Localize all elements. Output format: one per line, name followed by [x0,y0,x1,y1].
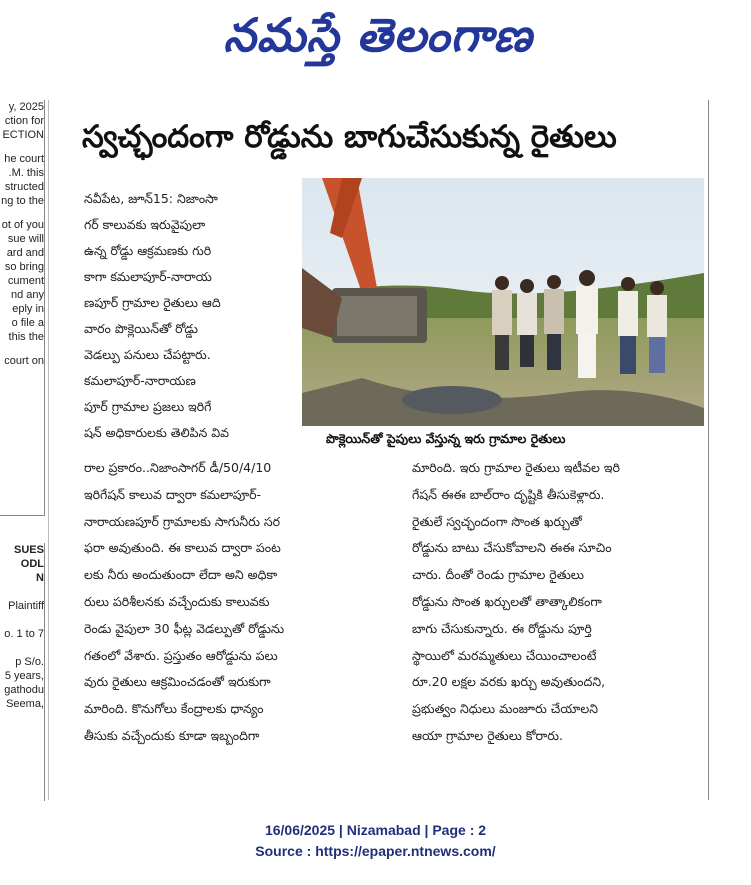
article-photo [302,178,704,426]
article-text-line: రైతులే స్వచ్ఛందంగా సొంత ఖర్చుతో [412,513,582,529]
newspaper-masthead: నమస్తే తెలంగాణ [223,8,533,62]
adjacent-article-line: .M. this [8,167,44,179]
article-text-line: రులు పరిశీలనకు వచ్చేందుకు కాలువకు [84,593,270,609]
article-text-line: మారింది. ఇరు గ్రామాల రైతులు ఇటీవల ఇరి [412,460,620,475]
column-divider-left [48,100,49,800]
adjacent-article-clip-bottom [0,543,45,801]
article-text-line: గతంలో వేశారు. ప్రస్తుతం ఆరోడ్డును పలు [84,647,278,663]
article-text-line: ణపూర్ గ్రామాల రైతులు ఆది [84,295,221,310]
article-text-line: లకు నీరు అందుతుందా లేదా అని అధికా [84,567,278,583]
article-text-line: పూర్ గ్రామాల ప్రజలు ఇరిగే [84,399,212,414]
article-text-line: ఇరిగేషన్ కాలువ ద్వారా కమలాపూర్- [84,486,262,502]
article-text-line: ఆయా గ్రామాల రైతులు కోరారు. [412,727,563,743]
footer-source-link[interactable]: Source : https://epaper.ntnews.com/ [255,843,496,859]
article-text-line: షన్ అధికారులకు తెలిపిన వివ [84,425,230,440]
article-text-line: రాల ప్రకారం..నిజాంసాగర్ డీ/50/4/10 [84,460,272,475]
adjacent-article-line: sue will [7,233,44,245]
article-text-line: వురు రైతులు ఆక్రమించడంతో ఇరుకుగా [84,674,271,690]
article-text-line: గేషన్ ఈఈ బాల్‌రాం దృష్టికి తీసుకెళ్లారు. [412,486,605,502]
article-text-line: ప్రభుత్వం నిధులు మంజూరు చేయాలని [412,701,599,717]
adjacent-article-line: 5 years, [4,670,44,682]
article-text-line: రోడ్డును సొంత ఖర్చులతో తాత్కాలికంగా [412,593,602,609]
adjacent-article-line: ECTION [2,129,44,141]
adjacent-article-line: eply in [12,303,44,315]
adjacent-article-line [0,641,44,655]
article-text-line: కాగా కమలాపూర్-నారాయ [84,269,212,284]
pipe [402,386,502,414]
adjacent-article-line: structed [4,181,44,193]
adjacent-article-line: o. 1 to 7 [4,628,44,640]
article-text-line: వారం పొక్లెయిన్‌తో రోడ్డు [84,321,198,336]
adjacent-article-line [0,142,44,152]
article-text-line: కమలాపూర్-నారాయణ [84,373,196,388]
article-text-line: గర్ కాలువకు ఇరువైపులా [84,217,206,232]
adjacent-article-line: so bring [4,261,44,273]
adjacent-article-line [0,585,44,599]
adjacent-article-line: Seema, [6,698,44,710]
adjacent-article-line: ODL [20,558,44,570]
adjacent-article-line: y, 2025 [8,101,44,113]
adjacent-article-line: ard and [6,247,44,259]
article-text-line: రోడ్డును బాటు చేసుకోవాలని ఈఈ సూచిం [412,540,612,556]
adjacent-article-line: SUES [14,544,44,556]
adjacent-article-line: court on [4,355,44,367]
article-text-line: మారింది. కొనుగోలు కేంద్రాలకు ధాన్యం [84,701,264,717]
adjacent-article-line [0,613,44,627]
article-text-line: రూ.20 లక్షల వరకు ఖర్చు అవుతుందని, [412,674,606,690]
adjacent-article-line: Plaintiff [8,600,44,612]
page-footer [0,820,751,862]
adjacent-article-line: cument [7,275,44,287]
article-column-wide [84,455,411,750]
article-text-line: నవీపేట, జూన్15: నిజాంసా [84,191,218,206]
adjacent-article-line [0,208,44,218]
adjacent-article-line: N [36,572,44,584]
adjacent-article-line: ot of you [1,219,44,231]
article-text-line: ఉన్న రోడ్డు ఆక్రమణకు గురి [84,243,212,258]
adjacent-article-line: gathodu [4,684,44,696]
photo-caption: పొక్లెయిన్‌తో పైపులు వేస్తున్న ఇరు గ్రామాల రైతులు [326,431,566,446]
article-column-left [84,186,299,446]
adjacent-article-line: o file a [11,317,44,329]
adjacent-article-line: nd any [10,289,44,301]
article-text-line: వెడల్పు పనులు చేపట్టారు. [84,347,211,362]
adjacent-article-clip-top [0,100,45,516]
adjacent-article-line: ction for [4,115,44,127]
article-text-line: ఫరా అవుతుంది. ఈ కాలువ ద్వారా పంట [84,540,281,556]
article-text-line: చారు. దీంతో రెండు గ్రామాల రైతులు [412,567,584,583]
column-divider-right [708,100,709,800]
article-text-line: నారాయణపూర్ గ్రామాలకు సాగునీరు సర [84,513,281,529]
article-text-line: బాగు చేసుకున్నారు. ఈ రోడ్డును పూర్తి [412,620,592,636]
article-text-line: తీసుకు వచ్చేందుకు కూడా ఇబ్బందిగా [84,727,260,743]
adjacent-article-line [0,344,44,354]
adjacent-article-line: he court [4,153,44,165]
adjacent-article-line: this the [8,331,44,343]
article-text-line: రెండు వైపులా 30 ఫీట్ల వెడల్పుతో రోడ్డును [84,620,285,636]
footer-date-edition: 16/06/2025 | Nizamabad | Page : 2 [264,822,487,838]
article-text-line: స్థాయిలో మరమ్మతులు చేయించాలంటే [412,647,597,663]
adjacent-article-line: ng to the [1,195,44,207]
article-column-right [412,455,708,750]
article-headline: స్వచ్ఛందంగా రోడ్డును బాగుచేసుకున్న రైతులు [82,119,617,155]
adjacent-article-line: p S/o. [15,656,44,668]
